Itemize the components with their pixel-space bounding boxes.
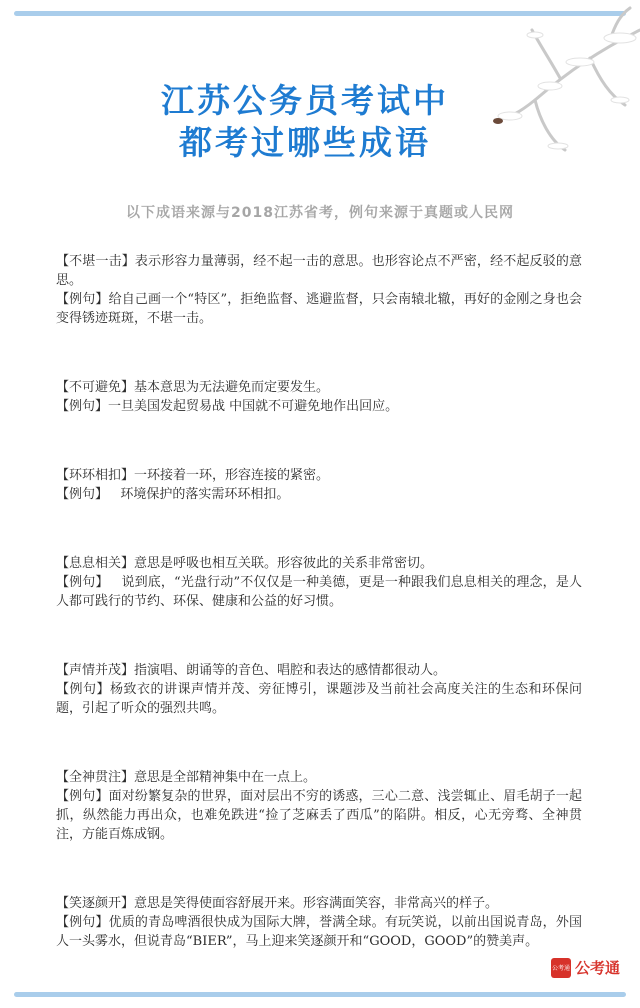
idiom-definition: 【息息相关】意思是呼吸也相互关联。形容彼此的关系非常密切。 <box>56 556 434 571</box>
idiom-definition: 【不堪一击】表示形容力量薄弱，经不起一击的意思。也形容论点不严密，经不起反驳的意思。 <box>56 254 582 288</box>
idiom-example: 【例句】 环境保护的落实需环环相扣。 <box>56 487 290 502</box>
subtitle: 以下成语来源与2018江苏省考，例句来源于真题或人民网 <box>126 205 514 221</box>
title-line-2: 都考过哪些成语 <box>179 123 431 162</box>
idiom-entry <box>56 661 582 718</box>
idiom-example: 【例句】面对纷繁复杂的世界，面对层出不穷的诱惑，三心二意、浅尝辄止、眉毛胡子一起抓，纵然能力再出众，也难免跌进“捡了芝麻丢了西瓜”的陷阱。相反，心无旁骛、全神贯注，方能百炼成钢。 <box>56 789 582 842</box>
idiom-example: 【例句】优质的青岛啤酒很快成为国际大牌，誉满全球。有玩笑说，以前出国说青岛，外国人一头雾水，但说青岛“BIER”，马上迎来笑逐颜开和“GOOD，GOOD”的赞美声。 <box>56 915 582 949</box>
idiom-definition: 【全神贯注】意思是全部精神集中在一点上。 <box>56 770 317 785</box>
idiom-example: 【例句】一旦美国发起贸易战 中国就不可避免地作出回应。 <box>56 399 399 414</box>
idiom-definition: 【环环相扣】一环接着一环，形容连接的紧密。 <box>56 468 330 483</box>
idiom-entry <box>56 894 582 951</box>
page-title <box>0 80 610 164</box>
idiom-entry <box>56 378 582 416</box>
brand-name: 公考通 <box>574 959 620 977</box>
idiom-entry <box>56 252 582 328</box>
idiom-entry <box>56 466 582 504</box>
gongkaotong-logo-icon: 公考通 <box>551 958 571 978</box>
idiom-example: 【例句】给自己画一个“特区”，拒绝监督、逃避监督，只会南辕北辙，再好的金刚之身也会变得锈迹斑斑，不堪一击。 <box>56 292 582 326</box>
idiom-entry <box>56 554 582 611</box>
title-line-1: 江苏公务员考试中 <box>161 81 449 120</box>
idiom-example: 【例句】 说到底，“光盘行动”不仅仅是一种美德，更是一种跟我们息息相关的理念，是人人都可践行的节约、环保、健康和公益的好习惯。 <box>56 575 582 609</box>
brand-logo <box>551 957 620 978</box>
bottom-rule <box>14 992 626 997</box>
idiom-definition: 【不可避免】基本意思为无法避免而定要发生。 <box>56 380 330 395</box>
idiom-list <box>56 252 582 1001</box>
idiom-definition: 【声情并茂】指演唱、朗诵等的音色、唱腔和表达的感情都很动人。 <box>56 663 447 678</box>
idiom-entry <box>56 768 582 844</box>
idiom-definition: 【笑逐颜开】意思是笑得使面容舒展开来。形容满面笑容，非常高兴的样子。 <box>56 896 499 911</box>
idiom-example: 【例句】杨致衣的讲课声情并茂、旁征博引，课题涉及当前社会高度关注的生态和环保问题，引起了听众的强烈共鸣。 <box>56 682 582 716</box>
